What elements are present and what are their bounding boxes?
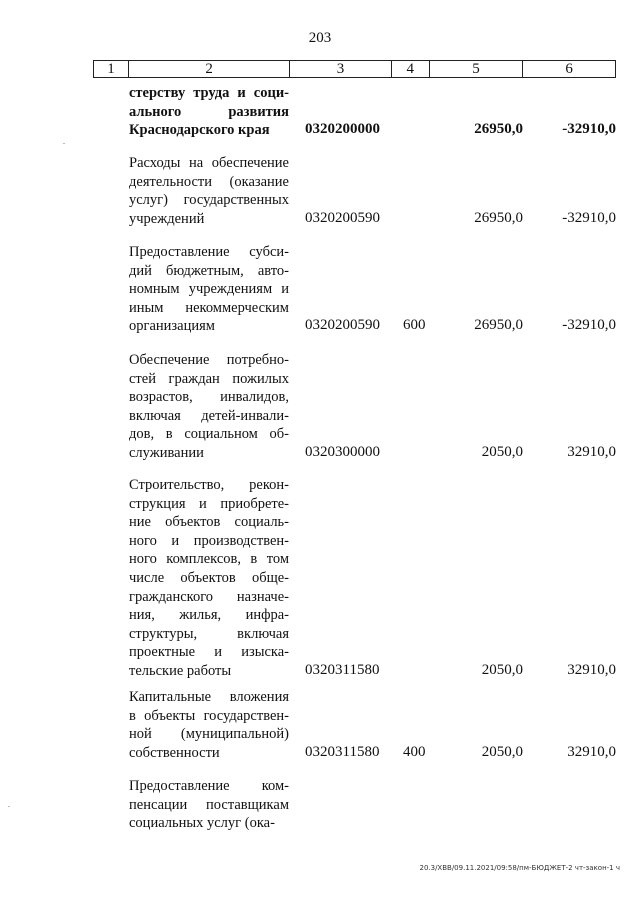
description-line: включая детей-инвали- bbox=[129, 407, 289, 424]
table-header bbox=[93, 60, 616, 78]
row-description bbox=[129, 476, 289, 681]
scan-speck bbox=[8, 806, 10, 807]
row-expense-type: 400 bbox=[403, 743, 426, 760]
row-amount: 26950,0 bbox=[474, 121, 523, 138]
row-code: 0320200590 bbox=[305, 317, 380, 334]
description-line: служивании bbox=[129, 444, 204, 461]
description-line: собственности bbox=[129, 744, 220, 761]
row-amount: 26950,0 bbox=[474, 209, 523, 226]
row-amount: 2050,0 bbox=[481, 444, 523, 460]
description-line: Предоставление субси- bbox=[129, 244, 289, 260]
description-line: возрастов, инвалидов, bbox=[129, 389, 289, 406]
description-line: стей граждан пожилых bbox=[129, 370, 289, 387]
row-amount: 2050,0 bbox=[481, 662, 523, 678]
description-line: Капитальные вложения bbox=[129, 689, 289, 705]
description-line: организациям bbox=[129, 318, 215, 335]
row-change: -32910,0 bbox=[562, 121, 616, 138]
row-description bbox=[129, 154, 289, 228]
row-code: 0320311580 bbox=[305, 662, 380, 678]
description-line: ния, жилья, инфра- bbox=[129, 607, 289, 624]
row-change: 32910,0 bbox=[567, 662, 616, 678]
description-line: Расходы на обеспечение bbox=[129, 155, 289, 171]
row-code: 0320311580 bbox=[305, 743, 380, 760]
row-change: -32910,0 bbox=[562, 317, 616, 334]
document-footer: 20.3/ХВВ/09.11.2021/09:58/пм-БЮДЖЕТ-2 чт-закон-1 ч bbox=[419, 864, 620, 872]
page-number: 203 bbox=[308, 30, 332, 46]
description-line: услуг) государственных bbox=[129, 192, 289, 209]
header-col-5: 5 bbox=[430, 61, 524, 77]
row-expense-type: 600 bbox=[403, 317, 426, 334]
row-code: 0320300000 bbox=[305, 444, 380, 460]
description-line: стерству труда и соци- bbox=[129, 85, 289, 101]
description-line: гражданского назначе- bbox=[129, 588, 289, 605]
row-description bbox=[129, 688, 289, 762]
row-change: -32910,0 bbox=[562, 209, 616, 226]
description-line: социальных услуг (ока- bbox=[129, 815, 275, 832]
row-amount: 26950,0 bbox=[474, 317, 523, 334]
scan-speck bbox=[63, 143, 65, 144]
description-line: в объекты государствен- bbox=[129, 707, 289, 724]
description-line: деятельности (оказание bbox=[129, 173, 289, 190]
header-col-2: 2 bbox=[129, 61, 290, 77]
row-code: 0320200000 bbox=[305, 121, 380, 138]
description-line: Краснодарского края bbox=[129, 122, 270, 139]
description-line: проектные и изыска- bbox=[129, 644, 289, 661]
description-line: числе объектов обще- bbox=[129, 569, 289, 586]
row-description bbox=[129, 243, 289, 336]
row-description bbox=[129, 351, 289, 463]
header-col-3: 3 bbox=[290, 61, 392, 77]
description-line: тельские работы bbox=[129, 662, 232, 679]
row-code: 0320200590 bbox=[305, 209, 380, 226]
description-line: Строительство, рекон- bbox=[129, 477, 289, 493]
row-change: 32910,0 bbox=[567, 444, 616, 460]
row-description bbox=[129, 84, 289, 140]
description-line: номным учреждениям и bbox=[129, 281, 289, 298]
description-line: дий бюджетным, авто- bbox=[129, 262, 289, 279]
description-line: ного и производствен- bbox=[129, 532, 289, 549]
header-col-6: 6 bbox=[565, 61, 573, 77]
row-description bbox=[129, 777, 289, 833]
row-change: 32910,0 bbox=[567, 743, 616, 760]
description-line: Предоставление ком- bbox=[129, 778, 289, 794]
description-line: Обеспечение потребно- bbox=[129, 352, 289, 368]
description-line: струкция и приобрете- bbox=[129, 495, 289, 512]
description-line: ние объектов социаль- bbox=[129, 514, 289, 531]
description-line: ной (муниципальной) bbox=[129, 726, 289, 743]
description-line: ального развития bbox=[129, 103, 289, 120]
description-line: ного комплексов, в том bbox=[129, 551, 289, 568]
row-amount: 2050,0 bbox=[481, 743, 523, 760]
description-line: дов, в социальном об- bbox=[129, 426, 289, 443]
header-col-4: 4 bbox=[392, 61, 430, 77]
description-line: учреждений bbox=[129, 210, 205, 227]
description-line: иным некоммерческим bbox=[129, 299, 289, 316]
header-col-1: 1 bbox=[94, 61, 129, 77]
description-line: пенсации поставщикам bbox=[129, 796, 289, 813]
description-line: структуры, включая bbox=[129, 625, 289, 642]
